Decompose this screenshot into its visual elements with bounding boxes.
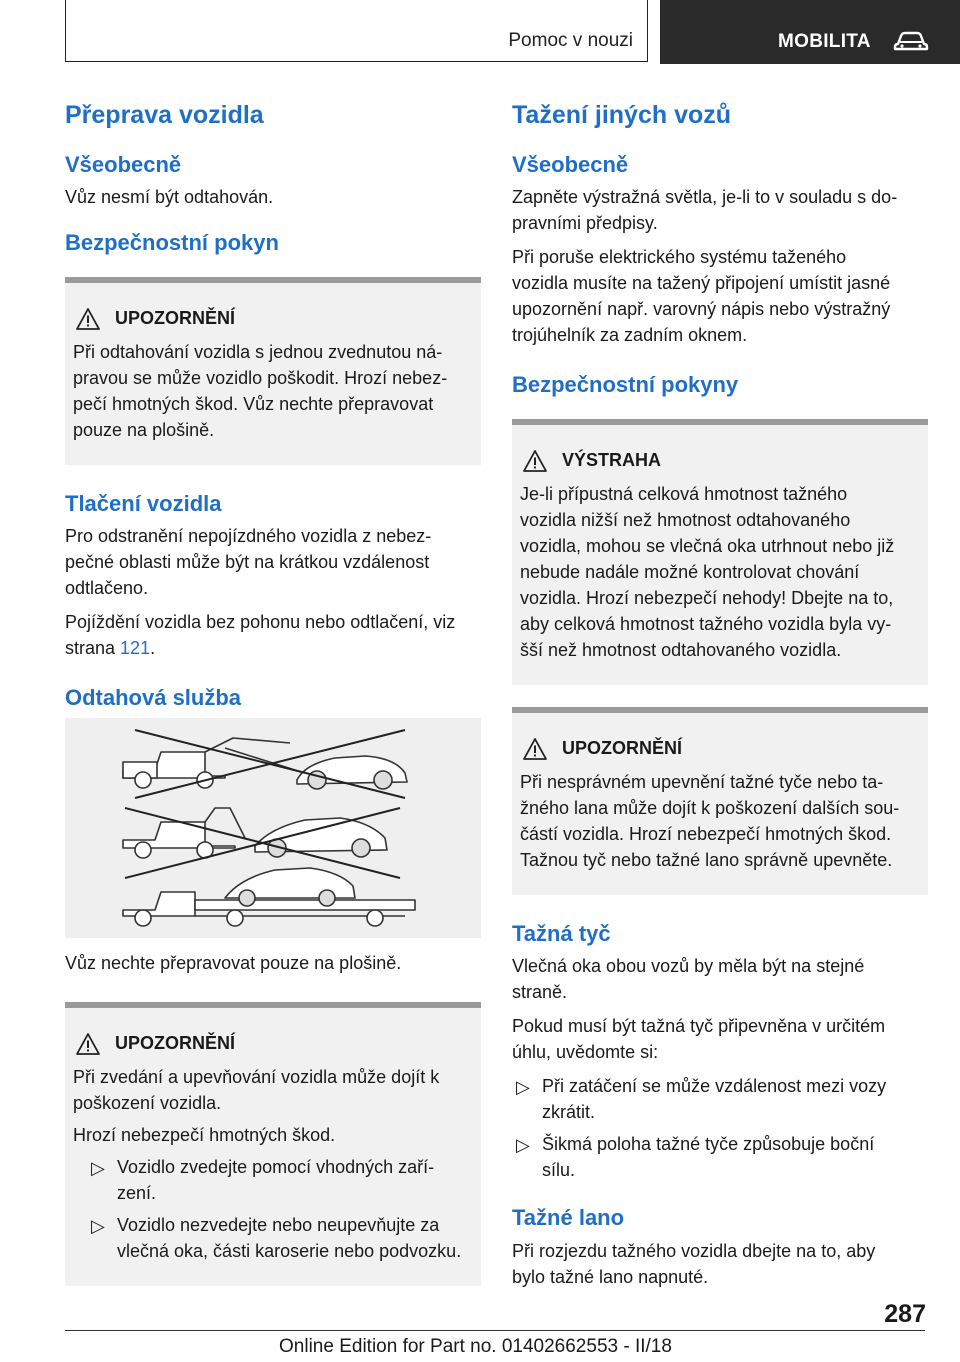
general-text: Vůz nesmí být odtahován. — [65, 187, 274, 208]
notice-text: Při zvedání a upevňování vozidla může dojít k poškození vozidla. — [73, 1066, 440, 1113]
push-text: Pro odstranění nepojízdného vozidla z nebez- pečné oblasti může být na krátkou vzdálenost odtlačeno. — [65, 526, 432, 599]
heading-tow-bar: Tažná tyč — [512, 920, 611, 946]
notice-warning — [512, 419, 928, 685]
notice-caution-2 — [65, 1002, 481, 1286]
footer-divider — [65, 1330, 925, 1331]
tow-methods-drawing — [65, 718, 481, 938]
notice-text: Při odtahování vozidla s jednou zvednutou ná- pravou se může vozidlo poškodit. Hrozí nebez- pečí hmotných škod. Vůz nechte přepravovat pouze na plošině. — [73, 341, 448, 440]
header-section-box — [65, 0, 648, 62]
towing-illustration — [65, 718, 481, 938]
tow-bar-p2: Pokud musí být tažná tyč připevněna v určitém úhlu, uvědomte si: — [512, 1016, 886, 1063]
title-transport: Přeprava vozidla — [65, 101, 264, 129]
left-column — [65, 100, 481, 1308]
car-icon — [892, 30, 930, 52]
heading-safety: Bezpečnostní pokyny — [512, 372, 739, 398]
footer-edition: Online Edition for Part no. 01402662553 - II/18 — [279, 1336, 672, 1357]
notice-title: UPOZORNĚNÍ — [562, 738, 683, 759]
notice-title: UPOZORNĚNÍ — [115, 308, 236, 329]
page-link-121[interactable]: 121 — [120, 638, 151, 659]
tow-bar-p1: Vlečná oka obou vozů by měla být na stejné straně. — [512, 956, 865, 1003]
warning-triangle-icon — [75, 1032, 101, 1056]
page-number: 287 — [884, 1300, 926, 1328]
heading-towing-service: Odtahová služba — [65, 685, 242, 711]
list-item: ▷ Vozidlo zvedejte pomocí vhodných zaří- zení. — [87, 1154, 473, 1206]
triangle-bullet-icon: ▷ — [91, 1215, 105, 1236]
warning-triangle-icon — [522, 737, 548, 761]
header-chapter-tab — [660, 0, 960, 64]
notice-bullet-list — [73, 1154, 473, 1264]
notice-title: UPOZORNĚNÍ — [115, 1033, 236, 1054]
header-section-label: Pomoc v nouzi — [508, 30, 633, 51]
notice-text: Při nesprávném upevnění tažné tyče nebo ta- žného lana může dojít k poškození dalších sou- částí vozidla. Hrozí nebezpečí hmotných škod. Tažnou tyč nebo tažné lano správně upevněte. — [520, 771, 900, 870]
header-chapter-label: MOBILITA — [778, 31, 871, 52]
notice-caution — [512, 707, 928, 895]
warning-triangle-icon — [522, 449, 548, 473]
tow-bar-bullet-list — [512, 1073, 928, 1183]
notice-text: Je-li přípustná celková hmotnost tažného vozidla nižší než hmotnost odtahovaného vozidla, mohou se vlečná oka utrhnout nebo již nebude nadále možné kontrolovat chování vozidla. Hrozí nebezpečí nehody! Dbejte na to, aby celková hmotnost tažného vozidla byla vy- šší než hmotnost odtahovaného vozidla. — [520, 483, 895, 660]
figure-caption: Vůz nechte přepravovat pouze na plošině. — [65, 952, 402, 973]
general-p1: Zapněte výstražná světla, je-li to v souladu s do- pravními předpisy. — [512, 187, 898, 234]
right-column — [512, 100, 928, 1298]
list-item: ▷ Šikmá poloha tažné tyče způsobuje boční sílu. — [512, 1131, 928, 1183]
triangle-bullet-icon: ▷ — [516, 1135, 530, 1156]
title-towing-others: Tažení jiných vozů — [512, 101, 732, 129]
list-item: ▷ Při zatáčení se může vzdálenost mezi vozy zkrátit. — [512, 1073, 928, 1125]
warning-triangle-icon — [75, 307, 101, 331]
notice-title: VÝSTRAHA — [562, 450, 662, 471]
heading-tow-rope: Tažné lano — [512, 1205, 625, 1231]
triangle-bullet-icon: ▷ — [91, 1157, 105, 1178]
triangle-bullet-icon: ▷ — [516, 1077, 530, 1098]
push-text-2: Pojíždění vozidla bez pohonu nebo odtlačení, viz strana 121. — [65, 612, 456, 659]
heading-pushing: Tlačení vozidla — [65, 490, 222, 516]
general-p2: Při poruše elektrického systému taženého vozidla musíte na tažený připojení umístit jasné upozornění např. varovný nápis nebo výstražný trojúhelník za zadním oknem. — [512, 247, 891, 346]
notice-caution-1 — [65, 277, 481, 465]
list-item: ▷ Vozidlo nezvedejte nebo neupevňujte za vlečná oka, části karoserie nebo podvozku. — [87, 1212, 473, 1264]
heading-safety: Bezpečnostní pokyn — [65, 230, 279, 256]
notice-text-2: Hrozí nebezpečí hmotných škod. — [73, 1124, 336, 1145]
heading-general: Všeobecně — [65, 152, 182, 177]
tow-rope-text: Při rozjezdu tažného vozidla dbejte na to, aby bylo tažné lano napnuté. — [512, 1240, 876, 1287]
heading-general: Všeobecně — [512, 152, 629, 177]
